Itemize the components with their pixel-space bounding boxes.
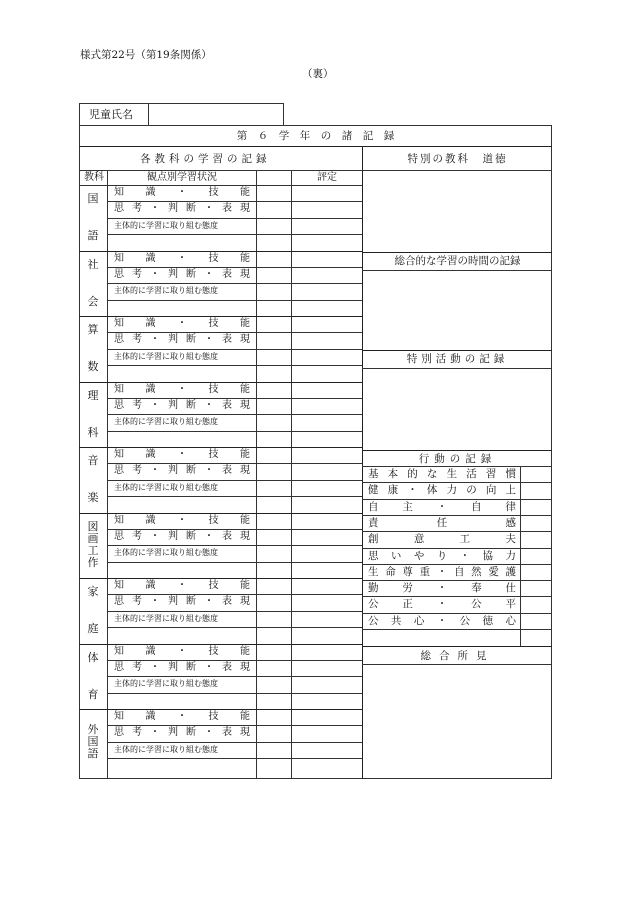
subject-name: 図 画 工 作	[87, 520, 99, 570]
rating-cell[interactable]	[292, 448, 361, 462]
col-header-rating: 評定	[317, 172, 337, 183]
rating-cell[interactable]	[292, 235, 361, 249]
viewpoint-label: 思 考 ・ 判 断 ・ 表 現	[114, 465, 250, 477]
overall-title: 総合所見	[420, 650, 495, 662]
rating-cell[interactable]	[292, 268, 361, 282]
special-activities-title: 特別活動の記録	[406, 353, 509, 365]
rating-cell[interactable]	[292, 366, 361, 380]
viewpoint-label: 思 考 ・ 判 断 ・ 表 現	[114, 268, 250, 280]
rating-cell[interactable]	[292, 759, 361, 773]
behavior-item: 基 本 的 な 生 活 習 慣	[368, 468, 516, 480]
viewpoint-eval-cell[interactable]	[257, 563, 290, 577]
viewpoint-eval-cell[interactable]	[257, 645, 290, 659]
rating-cell[interactable]	[292, 399, 361, 413]
subject-name: 外 国 語	[87, 722, 99, 760]
viewpoint-eval-cell[interactable]	[257, 202, 290, 216]
rating-cell[interactable]	[292, 677, 361, 691]
viewpoint-label: 主体的に学習に取り組む態度	[114, 613, 218, 623]
rating-cell[interactable]	[292, 219, 361, 233]
viewpoint-eval-cell[interactable]	[257, 710, 290, 724]
viewpoint-label: 思 考 ・ 判 断 ・ 表 現	[114, 399, 250, 411]
behavior-mark-cell[interactable]	[521, 500, 551, 514]
viewpoint-eval-cell[interactable]	[257, 317, 290, 331]
grade-title: 第 ６ 学 年 の 諸 記 録	[236, 130, 395, 142]
behavior-item: 健 康 ・ 体 力 の 向 上	[368, 484, 516, 497]
viewpoint-eval-cell[interactable]	[257, 350, 290, 364]
rating-cell[interactable]	[292, 694, 361, 708]
col-header-viewpoint: 観点別学習状況	[147, 172, 217, 183]
viewpoint-eval-cell[interactable]	[257, 726, 290, 740]
rating-cell[interactable]	[292, 301, 361, 315]
viewpoint-eval-cell[interactable]	[257, 235, 290, 249]
subject-name: 国 語	[87, 192, 99, 243]
viewpoint-eval-cell[interactable]	[257, 612, 290, 626]
viewpoint-eval-cell[interactable]	[257, 383, 290, 397]
subject-name: 社 会	[87, 257, 99, 308]
rating-cell[interactable]	[292, 628, 361, 642]
behavior-mark-cell[interactable]	[521, 581, 551, 595]
rating-cell[interactable]	[292, 481, 361, 495]
viewpoint-label: 知 識 ・ 技 能	[114, 318, 250, 329]
behavior-title: 行動の記録	[418, 453, 497, 465]
subject-name: 算 数	[87, 323, 99, 374]
viewpoint-label: 知 識 ・ 技 能	[114, 711, 250, 722]
viewpoint-label: 主体的に学習に取り組む態度	[114, 548, 218, 558]
viewpoint-label: 知 識 ・ 技 能	[114, 449, 250, 460]
viewpoint-eval-cell[interactable]	[257, 415, 290, 429]
viewpoint-eval-cell[interactable]	[257, 399, 290, 413]
viewpoint-eval-cell[interactable]	[257, 595, 290, 609]
behavior-mark-cell[interactable]	[521, 549, 551, 563]
behavior-mark-cell[interactable]	[521, 597, 551, 611]
subject-name: 体 育	[87, 650, 99, 701]
behavior-item: 生 命 尊 重 ・ 自 然 愛 護	[368, 565, 516, 578]
viewpoint-label: 主体的に学習に取り組む態度	[114, 744, 218, 754]
viewpoint-label: 思 考 ・ 判 断 ・ 表 現	[114, 334, 250, 346]
rating-cell[interactable]	[292, 645, 361, 659]
viewpoint-eval-cell[interactable]	[257, 677, 290, 691]
behavior-mark-cell[interactable]	[521, 467, 551, 481]
viewpoint-eval-cell[interactable]	[257, 546, 290, 560]
rating-cell[interactable]	[292, 415, 361, 429]
page-side-label: （裏）	[302, 68, 334, 80]
student-name-field[interactable]	[152, 108, 280, 122]
rating-cell[interactable]	[292, 350, 361, 364]
rating-cell[interactable]	[292, 202, 361, 216]
subjects-section-title: 各教科の学習の記録	[140, 153, 271, 165]
moral-title: 特別の教科 道徳	[407, 153, 508, 165]
integrated-title: 総合的な学習の時間の記録	[394, 255, 521, 267]
viewpoint-eval-cell[interactable]	[257, 252, 290, 266]
viewpoint-eval-cell[interactable]	[257, 301, 290, 315]
rating-cell[interactable]	[292, 579, 361, 593]
rating-cell[interactable]	[292, 333, 361, 347]
behavior-item: 公 正 ・ 公 平	[368, 598, 516, 611]
rating-cell[interactable]	[292, 595, 361, 609]
viewpoint-eval-cell[interactable]	[257, 759, 290, 773]
viewpoint-eval-cell[interactable]	[257, 743, 290, 757]
viewpoint-eval-cell[interactable]	[257, 333, 290, 347]
rating-cell[interactable]	[292, 432, 361, 446]
viewpoint-label: 思 考 ・ 判 断 ・ 表 現	[114, 727, 250, 739]
viewpoint-label: 知 識 ・ 技 能	[114, 383, 250, 395]
viewpoint-eval-cell[interactable]	[257, 530, 290, 544]
viewpoint-label: 主体的に学習に取り組む態度	[114, 286, 218, 296]
viewpoint-label: 知 識 ・ 技 能	[114, 645, 250, 657]
viewpoint-eval-cell[interactable]	[257, 694, 290, 708]
viewpoint-label: 知 識 ・ 技 能	[114, 580, 250, 591]
viewpoint-label: 思 考 ・ 判 断 ・ 表 現	[114, 661, 250, 673]
viewpoint-label: 主体的に学習に取り組む態度	[114, 417, 218, 427]
viewpoint-label: 主体的に学習に取り組む態度	[114, 679, 218, 689]
behavior-mark-cell[interactable]	[521, 483, 551, 497]
viewpoint-eval-cell[interactable]	[257, 579, 290, 593]
rating-cell[interactable]	[292, 710, 361, 724]
behavior-mark-cell[interactable]	[521, 532, 551, 546]
behavior-item: 責 任 感	[368, 516, 516, 529]
rating-cell[interactable]	[292, 464, 361, 478]
viewpoint-eval-cell[interactable]	[257, 497, 290, 511]
viewpoint-eval-cell[interactable]	[257, 514, 290, 528]
behavior-mark-cell[interactable]	[521, 565, 551, 579]
form-number: 様式第22号（第19条関係）	[80, 49, 212, 61]
viewpoint-eval-cell[interactable]	[257, 366, 290, 380]
student-name-label: 児童氏名	[89, 108, 133, 121]
viewpoint-label: 主体的に学習に取り組む態度	[114, 482, 218, 492]
col-header-subject: 教科	[84, 172, 104, 183]
viewpoint-label: 主体的に学習に取り組む態度	[114, 220, 218, 230]
viewpoint-eval-cell[interactable]	[257, 481, 290, 495]
viewpoint-eval-cell[interactable]	[257, 628, 290, 642]
rating-cell[interactable]	[292, 612, 361, 626]
viewpoint-eval-cell[interactable]	[257, 661, 290, 675]
rating-cell[interactable]	[292, 317, 361, 331]
viewpoint-eval-cell[interactable]	[257, 219, 290, 233]
rating-cell[interactable]	[292, 546, 361, 560]
subject-name: 音 楽	[87, 454, 99, 505]
behavior-mark-cell[interactable]	[521, 614, 551, 628]
rating-cell[interactable]	[292, 252, 361, 266]
behavior-item: 自 主 ・ 自 律	[368, 500, 516, 513]
rating-cell[interactable]	[292, 383, 361, 397]
rating-cell[interactable]	[292, 661, 361, 675]
behavior-item: 創 意 工 夫	[368, 533, 516, 546]
viewpoint-eval-cell[interactable]	[257, 432, 290, 446]
behavior-item: 公 共 心 ・ 公 徳 心	[368, 614, 516, 627]
viewpoint-eval-cell[interactable]	[257, 186, 290, 200]
viewpoint-label: 主体的に学習に取り組む態度	[114, 351, 218, 361]
rating-cell[interactable]	[292, 563, 361, 577]
rating-cell[interactable]	[292, 284, 361, 298]
rating-cell[interactable]	[292, 726, 361, 740]
rating-cell[interactable]	[292, 514, 361, 528]
rating-cell[interactable]	[292, 186, 361, 200]
subject-name: 家 庭	[87, 585, 99, 636]
viewpoint-eval-cell[interactable]	[257, 464, 290, 478]
viewpoint-eval-cell[interactable]	[257, 268, 290, 282]
subject-name: 理 科	[87, 388, 99, 439]
behavior-item: 勤 労 ・ 奉 仕	[368, 582, 516, 595]
viewpoint-label: 知 識 ・ 技 能	[114, 514, 250, 526]
viewpoint-eval-cell[interactable]	[257, 448, 290, 462]
behavior-item: 思 い や り ・ 協 力	[368, 549, 516, 562]
rating-cell[interactable]	[292, 530, 361, 544]
viewpoint-eval-cell[interactable]	[257, 284, 290, 298]
rating-cell[interactable]	[292, 743, 361, 757]
rating-cell[interactable]	[292, 497, 361, 511]
viewpoint-label: 思 考 ・ 判 断 ・ 表 現	[114, 530, 250, 542]
behavior-mark-cell[interactable]	[521, 516, 551, 530]
viewpoint-label: 知 識 ・ 技 能	[114, 252, 250, 264]
viewpoint-label: 思 考 ・ 判 断 ・ 表 現	[114, 203, 250, 215]
viewpoint-label: 知 識 ・ 技 能	[114, 187, 250, 198]
viewpoint-label: 思 考 ・ 判 断 ・ 表 現	[114, 596, 250, 608]
